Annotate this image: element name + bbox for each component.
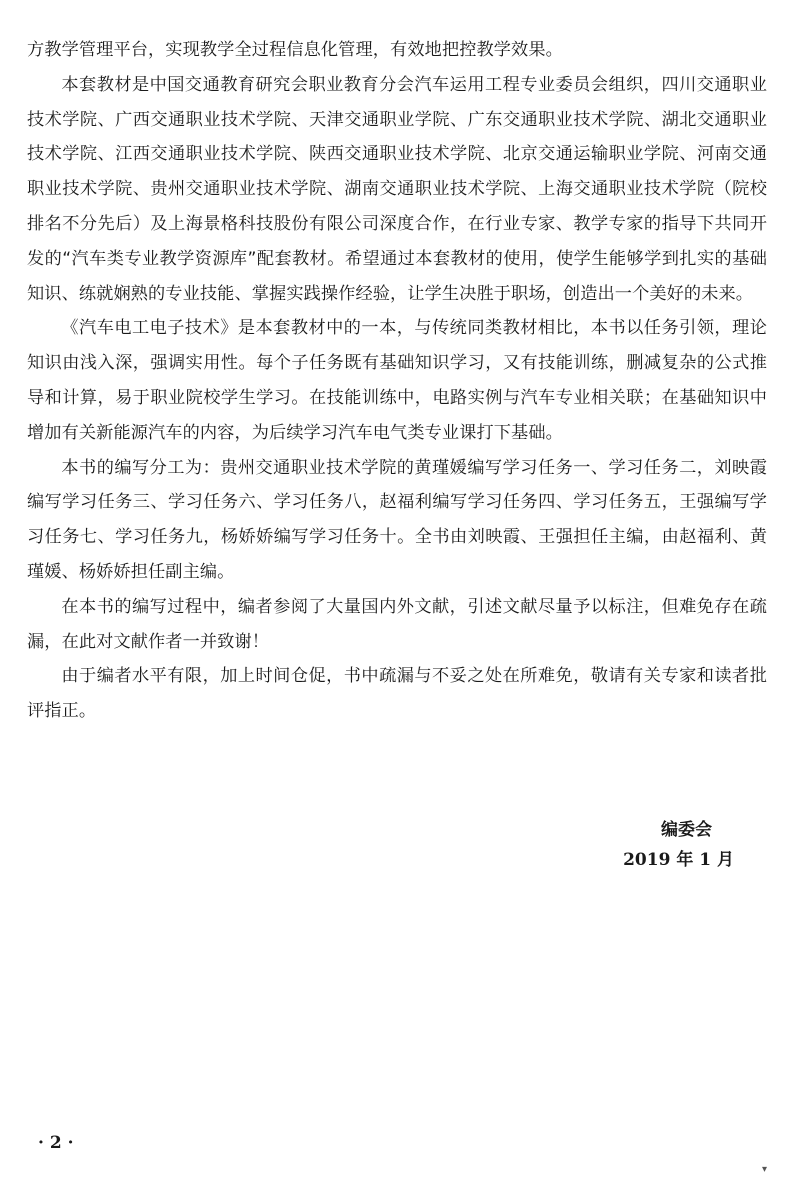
paragraph-closing: 由于编者水平有限，加上时间仓促，书中疏漏与不妥之处在所难免，敬请有关专家和读者批评指正。	[27, 666, 767, 722]
paragraph-continuation: 方教学管理平台，实现教学全过程信息化管理，有效地把控教学效果。	[27, 40, 563, 60]
scan-speck-decoration: ▾	[762, 1164, 768, 1175]
preface-body	[27, 33, 767, 729]
page-number: · 2 ·	[38, 1133, 74, 1153]
signature-date: 2019 年 1 月	[623, 850, 734, 870]
signature-author: 编委会	[661, 820, 712, 840]
paragraph-textbook-series: 本套教材是中国交通教育研究会职业教育分会汽车运用工程专业委员会组织，四川交通职业技术学院、广西交通职业技术学院、天津交通职业学院、广东交通职业技术学院、湖北交通职业技术学院、江西交通职业技术学院、陕西交通职业技术学院、北京交通运输职业学院、河南交通职业技术学院、贵州交通职业技术学院、湖南交通职业技术学院、上海交通职业技术学院（院校排名不分先后）及上海景格科技股份有限公司深度合作，在行业专家、教学专家的指导下共同开发的“汽车类专业教学资源库”配套教材。希望通过本套教材的使用，使学生能够学到扎实的基础知识、练就娴熟的专业技能、掌握实践操作经验，让学生决胜于职场，创造出一个美好的未来。	[27, 74, 767, 304]
paragraph-book-intro: 《汽车电工电子技术》是本套教材中的一本，与传统同类教材相比，本书以任务引领，理论知识由浅入深，强调实用性。每个子任务既有基础知识学习，又有技能训练，删减复杂的公式推导和计算，易于职业院校学生学习。在技能训练中，电路实例与汽车专业相关联；在基础知识中增加有关新能源汽车的内容，为后续学习汽车电气类专业课打下基础。	[27, 318, 767, 443]
signature-block	[534, 815, 734, 875]
paragraph-authors-division: 本书的编写分工为：贵州交通职业技术学院的黄瑾媛编写学习任务一、学习任务二，刘映霞编写学习任务三、学习任务六、学习任务八，赵福利编写学习任务四、学习任务五，王强编写学习任务七、学习任务九，杨娇娇编写学习任务十。全书由刘映霞、王强担任主编，由赵福利、黄瑾媛、杨娇娇担任副主编。	[27, 457, 767, 582]
paragraph-acknowledgement: 在本书的编写过程中，编者参阅了大量国内外文献，引述文献尽量予以标注，但难免存在疏漏，在此对文献作者一并致谢！	[27, 596, 767, 652]
